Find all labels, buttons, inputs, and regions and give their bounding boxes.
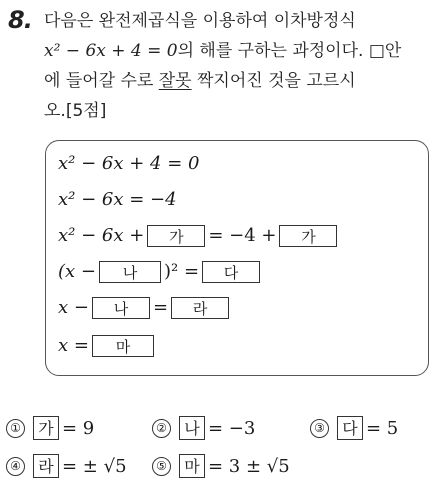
- step-5-left: x −: [58, 297, 89, 318]
- step-6-left: x =: [58, 335, 89, 356]
- question-line-2: [44, 36, 436, 66]
- question-line-1: 다음은 완전제곱식을 이용하여 이차방정식: [44, 11, 356, 31]
- step-3: [58, 223, 340, 249]
- choice-box-label: 다: [337, 416, 363, 440]
- blank-da: 다: [202, 261, 260, 283]
- choice-2[interactable]: [152, 416, 255, 440]
- step-4-left: (x −: [58, 261, 96, 282]
- blank-na-2: 나: [92, 297, 150, 319]
- choice-box-label: 마: [179, 454, 205, 478]
- choice-number: ⑤: [152, 457, 171, 476]
- step-2: x² − 6x = −4: [58, 189, 177, 210]
- choice-number: ③: [310, 419, 329, 438]
- choice-value: = 3 ± √5: [208, 455, 290, 477]
- choice-3[interactable]: [310, 416, 398, 440]
- choice-number: ②: [152, 419, 171, 438]
- question-line-4: 오.[5점]: [44, 101, 107, 121]
- blank-na: 나: [99, 261, 161, 283]
- question-line-3-start: 에 들어갈 수로: [44, 71, 159, 91]
- step-1: x² − 6x + 4 = 0: [58, 153, 200, 174]
- step-4: [58, 259, 263, 285]
- choice-value: = −3: [208, 417, 256, 439]
- choice-5[interactable]: [152, 454, 290, 478]
- choice-4[interactable]: [6, 454, 127, 478]
- choice-box-label: 나: [179, 416, 205, 440]
- step-3-mid: = −4 +: [208, 225, 277, 246]
- question-line-2-rest: 의 해를 구하는 과정이다. □안: [177, 41, 402, 61]
- blank-ma: 마: [92, 335, 154, 357]
- step-3-left: x² − 6x +: [58, 225, 145, 246]
- question-line-3: [44, 66, 436, 96]
- blank-ga: 가: [147, 225, 205, 247]
- step-5: [58, 295, 232, 321]
- question-number: 8.: [8, 6, 32, 34]
- choice-box-label: 가: [33, 416, 59, 440]
- step-4-mid: )² =: [163, 261, 200, 282]
- choice-value: = ± √5: [62, 455, 127, 477]
- choice-value: = 5: [366, 417, 399, 439]
- choice-value: = 9: [62, 417, 95, 439]
- step-5-mid: =: [152, 297, 169, 318]
- step-6: [58, 333, 157, 359]
- question-equation: x² − 6x + 4 = 0: [44, 41, 178, 61]
- choice-1[interactable]: [6, 416, 94, 440]
- blank-ga-2: 가: [279, 225, 337, 247]
- choice-box-label: 라: [33, 454, 59, 478]
- choice-number: ①: [6, 419, 25, 438]
- choice-number: ④: [6, 457, 25, 476]
- underlined-word: 잘못: [158, 71, 192, 91]
- question-text: [44, 6, 436, 126]
- question-line-3-rest: 짝지어진 것을 고르시: [191, 71, 356, 91]
- solution-box: [45, 140, 429, 376]
- blank-ra: 라: [171, 297, 229, 319]
